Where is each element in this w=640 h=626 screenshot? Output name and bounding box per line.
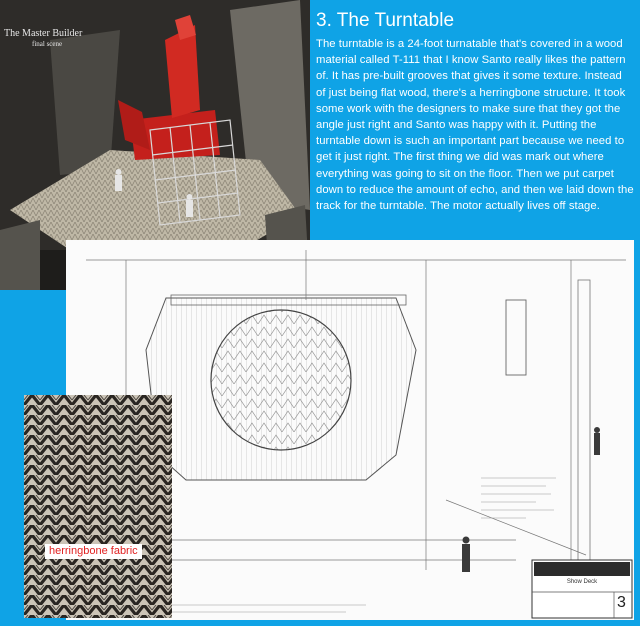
fabric-label: herringbone fabric (45, 544, 142, 559)
herringbone-fabric-photo (24, 395, 172, 618)
section-body: The turntable is a 24-foot turnatable that's covered in a wood material called T-111 that I know Santo really likes the pattern of. It has pre-built grooves that gives it some texture. Instead of just being flat wood, there's a herringbone structure. It took some work with the designers to make sure that they got the angle just right and Santo was happy with it. Putting the turntable down is such an important part because we need to get it just right. The first thing we did was mark out where everything was going to sit on the floor. Then we put carpet down to reduce the amount of echo, and then we laid down the track for the turntable. The motor actually lives off stage. (316, 38, 634, 213)
sheet-title: Show Deck (566, 579, 598, 585)
photo-caption-subtitle: final scene (32, 40, 63, 48)
sheet-number: 3 (617, 594, 626, 611)
photo-caption (4, 28, 82, 50)
section-heading: 3. The Turntable (316, 10, 455, 31)
photo-caption-title: The Master Builder (4, 28, 83, 39)
herringbone-texture (24, 395, 172, 618)
